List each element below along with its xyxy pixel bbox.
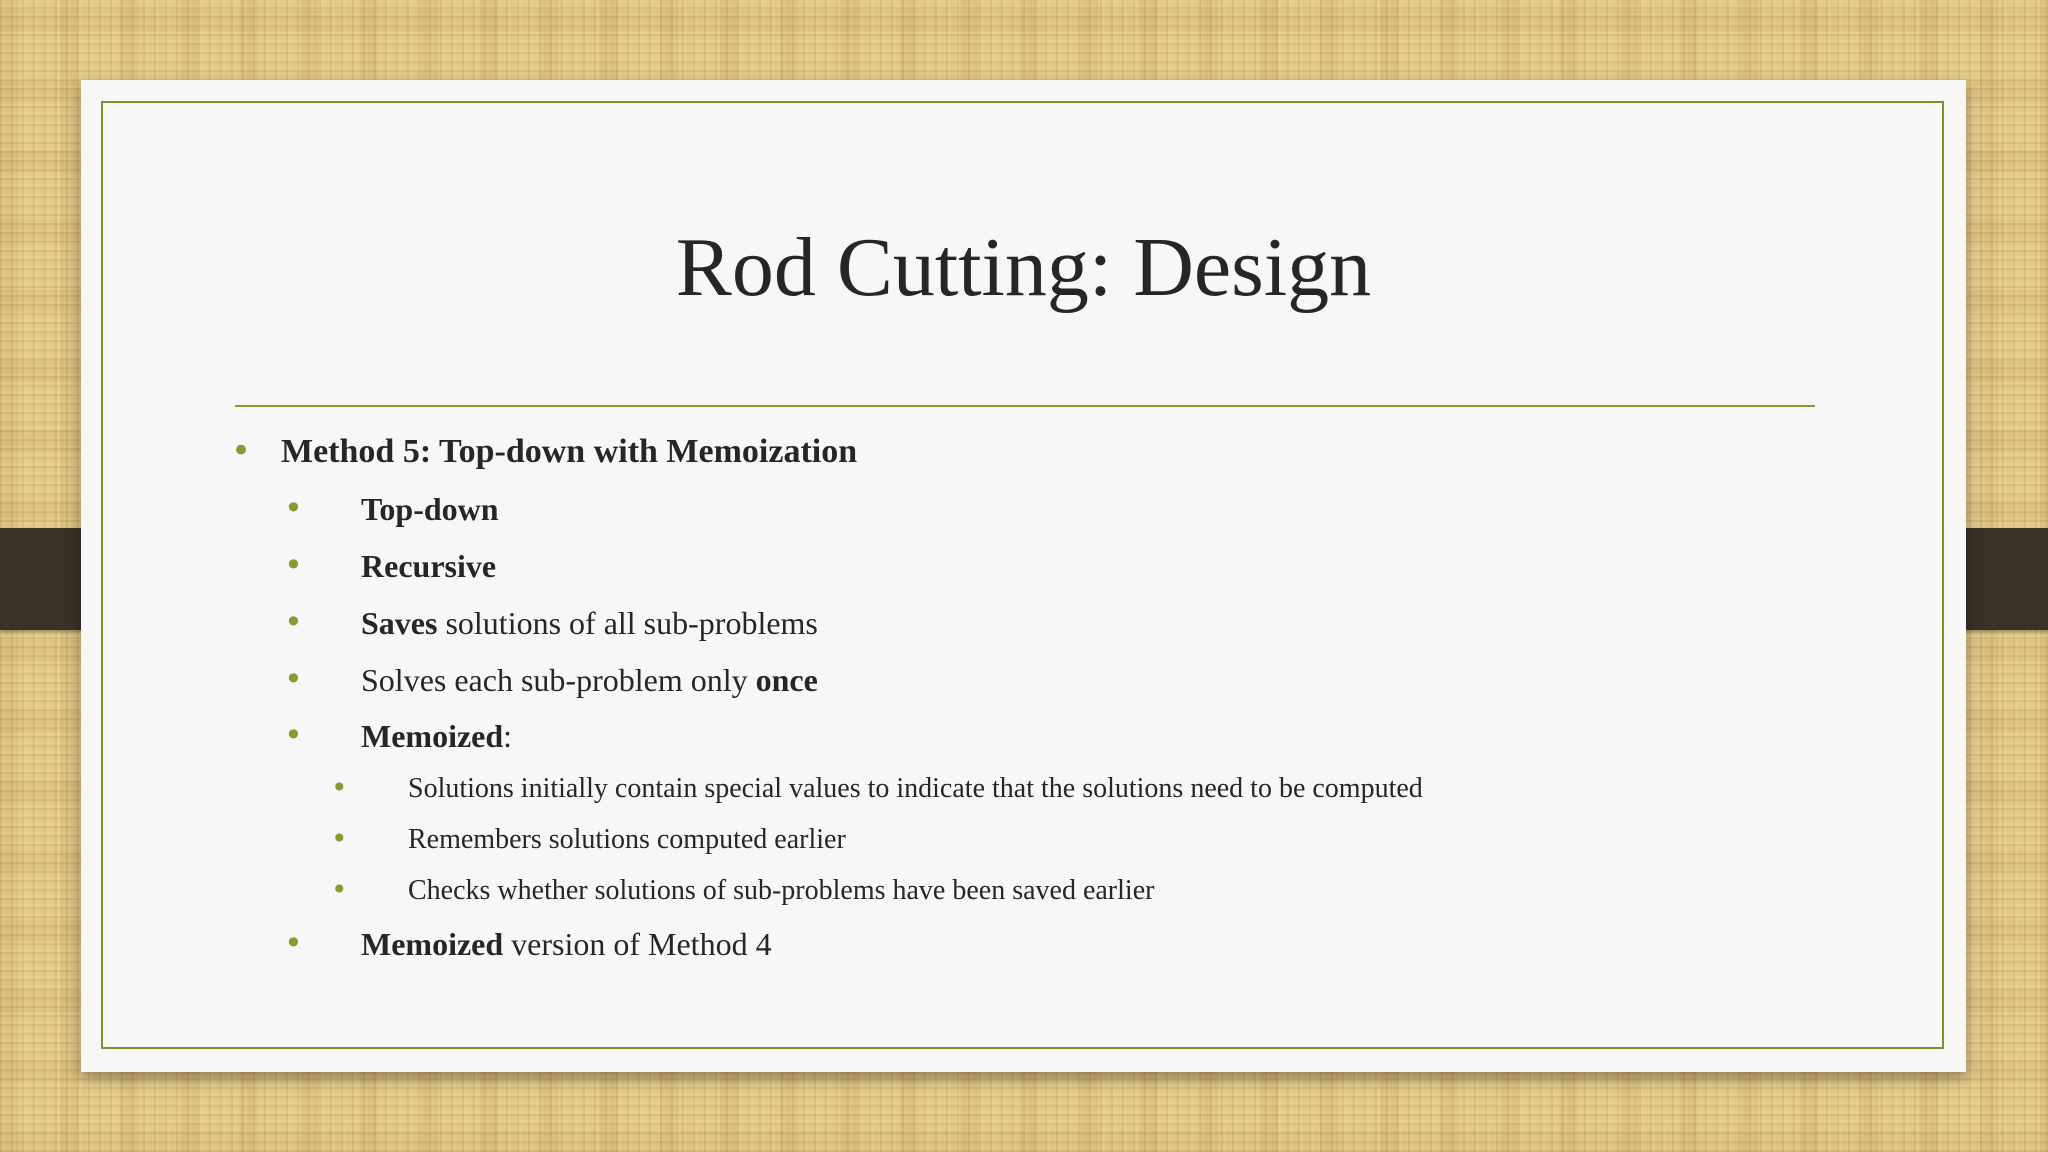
bullet-icon: • [284, 546, 303, 584]
saves-bold-text: Saves [361, 605, 438, 641]
bullet-icon: • [284, 924, 303, 962]
bullet-top-down: Top-down [361, 491, 499, 527]
bullet-memoized [361, 716, 512, 756]
memoized-bold-text: Memoized [361, 718, 504, 754]
bullet-solves-once [361, 660, 818, 700]
solves-bold-text: once [755, 662, 818, 698]
bullet-icon: • [331, 873, 348, 906]
bullet-icon: • [331, 822, 348, 855]
bullet-icon: • [231, 431, 252, 471]
saves-rest-text: solutions of all sub-problems [437, 605, 818, 641]
bullet-method-5: Method 5: Top-down with Memoization [281, 433, 858, 470]
sub-bullet-initial-values: Solutions initially contain special values to indicate that the solutions need to be computed [408, 773, 1423, 804]
memoized-version-bold-text: Memoized [361, 926, 504, 962]
sub-bullet-checks: Checks whether solutions of sub-problems have been saved earlier [408, 875, 1155, 906]
bullet-icon: • [284, 603, 303, 641]
memoized-rest-text: : [503, 718, 513, 754]
bullet-icon: • [284, 716, 303, 754]
bullet-saves [361, 603, 818, 643]
bullet-recursive: Recursive [361, 548, 497, 584]
sub-bullet-remembers: Remembers solutions computed earlier [408, 824, 846, 855]
bullet-icon: • [284, 660, 303, 698]
bullet-icon: • [331, 771, 348, 804]
memoized-version-rest-text: version of Method 4 [503, 926, 772, 962]
bullet-icon: • [284, 489, 303, 527]
bullet-memoized-version [361, 924, 772, 964]
slide-title: Rod Cutting: Design [675, 221, 1372, 314]
slide [81, 80, 1966, 1072]
bullet-list [81, 80, 1966, 1072]
solves-rest-text: Solves each sub-problem only [361, 662, 756, 698]
